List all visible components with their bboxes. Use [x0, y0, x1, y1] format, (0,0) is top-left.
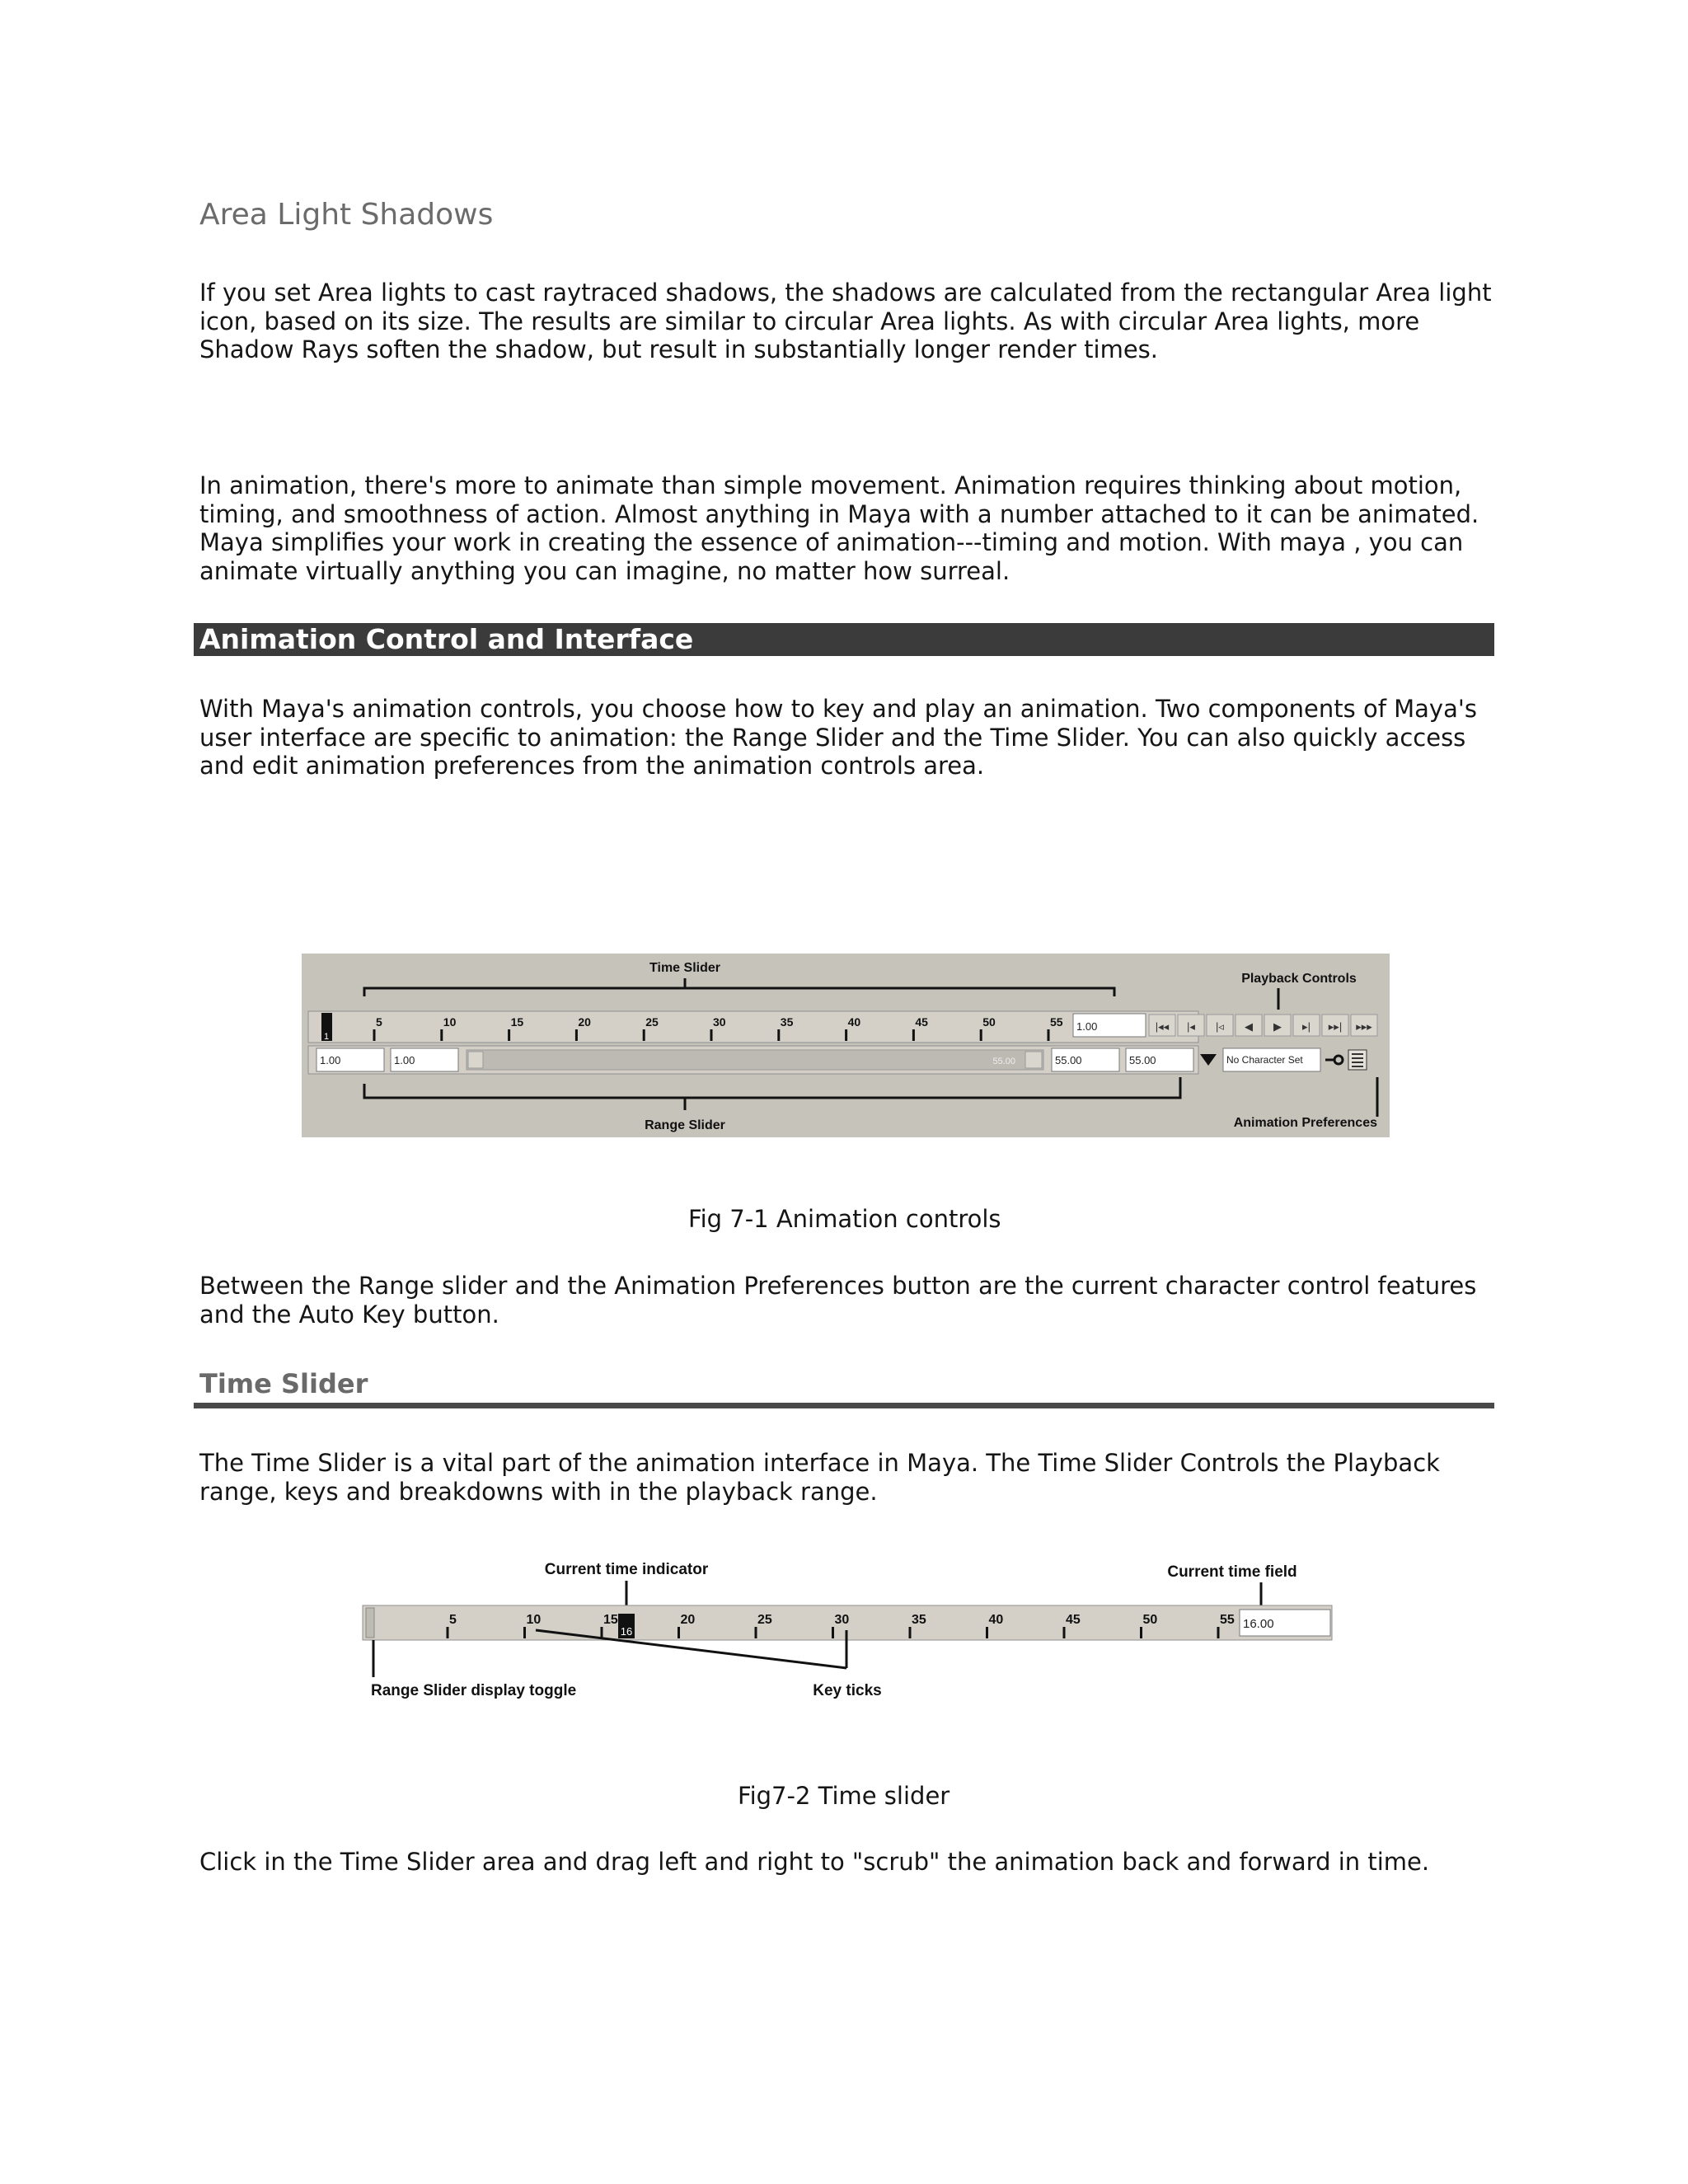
section-title: Animation Control and Interface [199, 623, 694, 655]
range-start-value: 1.00 [320, 1054, 341, 1066]
tick-label: 55 [1050, 1015, 1063, 1029]
step-back-key-icon: |◃ [1216, 1020, 1224, 1033]
paragraph-animation-controls: With Maya's animation controls, you choose how to key and play an animation. Two components of Maya's user interface are specific to animation: the Range Slider and the Time Slider. You can also quickly access and edit animation preferences from the animation controls area. [199, 695, 1477, 780]
label-key-ticks: Key ticks [813, 1682, 882, 1699]
tick-label: 30 [713, 1015, 726, 1029]
subheading-rule [194, 1403, 1494, 1408]
range-inner-start-value: 1.00 [394, 1054, 415, 1066]
tick-label: 25 [645, 1015, 659, 1029]
figure2-caption: Fig7-2 Time slider [738, 1782, 950, 1810]
label-current-time-field: Current time field [1167, 1563, 1297, 1581]
section-header-bar [194, 623, 1494, 656]
tick-label: 50 [982, 1015, 996, 1029]
tick-label: 50 [1142, 1613, 1158, 1627]
tick-label: 20 [578, 1015, 591, 1029]
range-slider-bar[interactable] [467, 1050, 1043, 1070]
label-playback-controls: Playback Controls [1241, 972, 1357, 986]
range-slider-end-handle[interactable] [1025, 1052, 1042, 1068]
tick-label: 5 [376, 1015, 382, 1029]
tick-label: 5 [449, 1613, 457, 1627]
range-bar-end-label: 55.00 [992, 1057, 1015, 1066]
range-inner-end-value: 55.00 [1055, 1054, 1082, 1066]
tick-label: 35 [780, 1015, 794, 1029]
play-backward-icon: ◀ [1245, 1020, 1253, 1033]
tick-label: 30 [834, 1613, 850, 1627]
label-range-slider-display-toggle: Range Slider display toggle [371, 1682, 577, 1699]
character-set-value: No Character Set [1226, 1054, 1303, 1066]
tick-label: 20 [680, 1613, 696, 1627]
paragraph-animation-intro: In animation, there's more to animate than simple movement. Animation requires thinking about motion, timing, and smoothness of action. Almost anything in Maya with a number attached to it can be animated. Maya simplifies your work in creating the essence of animation---timing and motion. With maya , you can animate virtually anything you can imagine, no matter how surreal. [199, 471, 1479, 585]
heading-area-light-shadows: Area Light Shadows [199, 198, 494, 232]
step-forward-frame-icon: ▸▸| [1328, 1020, 1343, 1033]
current-frame-number: 16 [620, 1625, 633, 1638]
range-slider-start-handle[interactable] [468, 1052, 483, 1068]
label-current-time-indicator: Current time indicator [544, 1561, 709, 1578]
tick-label: 15 [510, 1015, 524, 1029]
figure1-caption: Fig 7-1 Animation controls [688, 1205, 1001, 1233]
range-end-value: 55.00 [1129, 1054, 1156, 1066]
current-frame-number: 1 [323, 1032, 330, 1042]
tick-label: 40 [988, 1613, 1004, 1627]
current-time-field-value: 16.00 [1243, 1617, 1274, 1631]
tick-label: 10 [443, 1015, 457, 1029]
paragraph-between: Between the Range slider and the Animation Preferences button are the current character control features and the Auto Key button. [199, 1272, 1477, 1329]
tick-label: 10 [526, 1613, 542, 1627]
paragraph-time-slider: The Time Slider is a vital part of the animation interface in Maya. The Time Slider Controls the Playback range, keys and breakdowns with in the playback range. [199, 1449, 1440, 1506]
figure-animation-controls [302, 954, 1390, 1137]
tick-label: 45 [915, 1015, 928, 1029]
label-time-slider: Time Slider [649, 961, 720, 975]
tick-label: 25 [757, 1613, 772, 1627]
go-to-end-icon: ▸▸▸ [1356, 1020, 1372, 1033]
tick-label: 45 [1066, 1613, 1081, 1627]
paragraph-area-light: If you set Area lights to cast raytraced shadows, the shadows are calculated from the rectangular Area light icon, based on its size. The results are similar to circular Area lights. As with circular Area lights, more Shadow Rays soften the shadow, but result in substantially longer render times. [199, 279, 1492, 363]
figure-time-slider [338, 1549, 1360, 1722]
label-range-slider: Range Slider [645, 1118, 725, 1132]
current-time-field-value: 1.00 [1076, 1020, 1098, 1033]
range-slider-display-toggle[interactable] [366, 1608, 374, 1638]
tick-label: 55 [1220, 1613, 1235, 1627]
step-back-frame-icon: |◂ [1187, 1020, 1195, 1033]
paragraph-scrub: Click in the Time Slider area and drag left and right to "scrub" the animation back and forward in time. [199, 1848, 1430, 1876]
subheading-time-slider: Time Slider [199, 1368, 368, 1399]
tick-label: 35 [912, 1613, 926, 1627]
tick-label: 15 [603, 1613, 618, 1627]
play-forward-icon: ▶ [1273, 1020, 1282, 1033]
step-forward-key-icon: ▸| [1302, 1020, 1311, 1033]
label-animation-preferences: Animation Preferences [1233, 1116, 1377, 1130]
go-to-start-icon: |◂◂ [1155, 1020, 1170, 1033]
tick-label: 40 [847, 1015, 861, 1029]
